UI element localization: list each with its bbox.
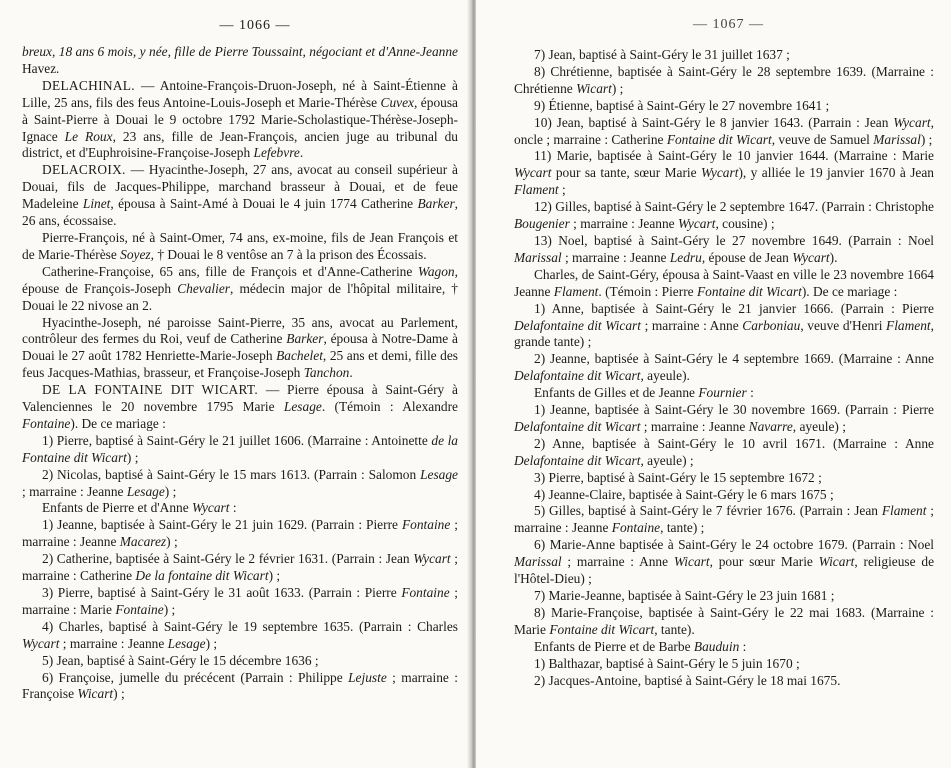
text-run: ; marraine : Anne: [561, 554, 674, 570]
italic-name: Wycart: [677, 216, 716, 232]
italic-name: Le Roux: [64, 128, 113, 144]
italic-name: Fontaine dit Wicart: [549, 621, 655, 637]
left-paragraph: [22, 382, 458, 433]
italic-name: Lejuste: [348, 669, 387, 685]
right-paragraph: [514, 199, 934, 233]
italic-name: Wycart: [792, 249, 830, 265]
left-paragraph: [22, 517, 458, 551]
left-paragraph: [22, 653, 458, 670]
text-run: 2) Anne, baptisée à Saint-Géry le 10 avril 1671. (Marraine : Anne: [534, 435, 934, 451]
text-run: 7) Marie-Jeanne, baptisée à Saint-Géry le 23 juin 1681 ;: [534, 588, 835, 603]
text-run: 1) Anne, baptisée à Saint-Géry le 21 janvier 1666. (Parrain : Pierre: [534, 300, 934, 316]
text-run: ) ;: [268, 568, 281, 584]
italic-name: Navarre: [748, 418, 793, 434]
right-paragraph: [514, 233, 934, 267]
text-run: 6) Françoise, jumelle du précécent (Parrain : Philippe: [42, 669, 349, 685]
italic-name: Fontaine dit Wicart: [666, 131, 772, 147]
text-run: Charles, de Saint-Géry, épousa à Saint-Vaast en ville le 23 novembre 1664 Jeanne: [514, 266, 934, 299]
right-paragraph: [514, 605, 934, 639]
italic-name: Lefebvre: [253, 145, 300, 161]
left-page: [0, 0, 470, 768]
text-run: 10) Jean, baptisé à Saint-Géry le 8 janvier 1643. (Parrain : Jean: [534, 114, 894, 130]
right-paragraph: [514, 115, 934, 149]
right-paragraph: [514, 148, 934, 199]
right-paragraph: [514, 588, 934, 605]
text-run: ).: [829, 249, 838, 265]
text-run: , épousa à Saint-Amé à Douai le 4 juin 1774 Catherine: [110, 196, 418, 212]
text-run: 2) Catherine, baptisée à Saint-Géry le 2 février 1631. (Parrain : Jean: [42, 551, 414, 567]
italic-name: Wicart: [77, 686, 114, 702]
text-run: ;: [558, 182, 566, 198]
text-run: ; marraine : Jeanne: [22, 517, 458, 550]
text-run: 4) Charles, baptisé à Saint-Géry le 19 septembre 1635. (Parrain : Charles: [42, 618, 458, 634]
italic-name: Flament: [553, 283, 599, 299]
text-run: ) ;: [920, 131, 933, 147]
italic-name: Bachelet: [276, 348, 323, 364]
left-paragraph: [22, 500, 458, 517]
text-run: , cousine) ;: [715, 216, 775, 232]
left-paragraph: [22, 230, 458, 264]
italic-name: Wicart: [818, 554, 855, 570]
left-paragraph: [22, 670, 458, 704]
italic-name: Linet: [82, 196, 111, 212]
text-run: , tante) ;: [660, 520, 705, 536]
text-run: , ayeule).: [640, 368, 690, 384]
right-paragraph: [514, 503, 934, 537]
text-run: 4) Jeanne-Claire, baptisée à Saint-Géry le 6 mars 1675 ;: [534, 486, 834, 502]
text-run: 1) Pierre, baptisé à Saint-Géry le 21 juillet 1606. (Marraine : Antoinette: [42, 432, 432, 448]
text-run: , religieuse de l'Hôtel-Dieu) ;: [514, 554, 935, 587]
text-run: , 23 ans, fille de Jean-François, ancien juge au tribunal du district, et d'Euphroisine-Françoise-Joseph: [22, 128, 458, 161]
italic-name: Wycart: [514, 165, 552, 181]
italic-name: Bougenier: [514, 216, 570, 232]
left-paragraph: [22, 551, 458, 585]
text-run: , † Douai le 8 ventôse an 7 à la prison des Écossais.: [150, 246, 427, 262]
italic-name: Flament: [886, 317, 931, 333]
italic-name: Wycart: [893, 114, 931, 130]
text-run: , 26 ans, écossaise.: [22, 196, 459, 229]
italic-name: .: [56, 60, 60, 76]
text-run: :: [739, 638, 747, 654]
left-paragraph: [22, 162, 458, 230]
italic-name: Macarez: [119, 534, 167, 550]
italic-name: Lesage: [420, 466, 458, 482]
text-run: 2) Jacques-Antoine, baptisé à Saint-Géry le 18 mai 1675.: [534, 672, 841, 688]
italic-name: Delafontaine dit Wicart: [514, 317, 641, 333]
italic-name: Lesage: [283, 399, 322, 415]
text-run: 2) Nicolas, baptisé à Saint-Géry le 15 mars 1613. (Parrain : Salomon: [42, 466, 421, 482]
left-paragraph: [22, 585, 458, 619]
right-paragraph: [514, 673, 934, 690]
italic-name: De la fontaine dit Wicart: [135, 568, 269, 584]
text-run: , ayeule) ;: [640, 452, 694, 468]
text-run: . (Témoin : Alexandre: [321, 399, 459, 415]
text-run: 9) Étienne, baptisé à Saint-Géry le 27 novembre 1641 ;: [534, 97, 830, 113]
italic-name: Fontaine: [401, 517, 451, 533]
text-run: 6) Marie-Anne baptisée à Saint-Géry le 24 octobre 1679. (Parrain : Noel: [534, 537, 934, 553]
right-page: [476, 0, 951, 768]
right-paragraph: [514, 98, 934, 115]
text-run: 2) Jeanne, baptisée à Saint-Géry le 4 septembre 1669. (Marraine : Anne: [534, 351, 934, 367]
text-run: . (Témoin : Pierre: [598, 283, 697, 299]
text-run: Enfants de Pierre et de Barbe: [534, 638, 694, 654]
italic-name: Barker: [286, 331, 324, 347]
left-paragraph: [22, 619, 458, 653]
right-paragraph: [514, 436, 934, 470]
italic-name: Flament: [514, 182, 559, 198]
text-run: 3) Pierre, baptisé à Saint-Géry le 31 août 1633. (Parrain : Pierre: [42, 585, 402, 600]
text-run: 8) Chrétienne, baptisée à Saint-Géry le 28 septembre 1639. (Marraine : Chrétienne: [514, 63, 934, 96]
text-run: Catherine-Françoise, 65 ans, fille de François et d'Anne-Catherine: [42, 263, 418, 279]
text-run: Pierre-François, né à Saint-Omer, 74 ans, ex-moine, fils de Jean François et de Marie-Thérèse: [22, 229, 458, 262]
surname-heading: DELACHINAL.: [42, 77, 135, 93]
text-run: :: [229, 500, 237, 516]
italic-name: Wagon: [417, 263, 455, 279]
text-run: 13) Noel, baptisé à Saint-Géry le 27 novembre 1649. (Parrain : Noel: [534, 232, 934, 248]
italic-name: Marissal: [514, 249, 562, 265]
right-paragraph: [514, 267, 934, 301]
text-run: ; marraine : Jeanne: [22, 483, 127, 499]
text-run: Enfants de Pierre et d'Anne: [42, 500, 193, 516]
right-paragraph: [514, 470, 934, 487]
text-run: , 25 ans et demi, fille des feus Jacques-Mathias, brasseur, et Françoise-Joseph: [22, 348, 459, 381]
text-run: , médecin major de l'hôpital militaire, † Douai le 22 nivose an 2.: [22, 280, 458, 313]
text-run: :: [746, 385, 754, 401]
text-run: 5) Jean, baptisé à Saint-Géry le 15 décembre 1636 ;: [42, 652, 319, 668]
italic-name: Fontaine: [115, 601, 164, 617]
left-paragraph: [22, 315, 458, 383]
text-run: ) ;: [113, 686, 125, 702]
text-run: , grande tante) ;: [514, 317, 935, 350]
text-run: ; marraine : Anne: [640, 317, 743, 333]
text-run: breux: [22, 44, 52, 59]
italic-name: Wycart: [22, 635, 60, 651]
text-run: ). De ce mariage :: [70, 415, 166, 431]
text-run: ), y alliée le 19 janvier 1670 à Jean: [738, 165, 934, 181]
left-paragraph: [22, 467, 458, 501]
italic-name: Cuvex: [380, 94, 414, 110]
text-run: , oncle ; marraine : Catherine: [514, 114, 934, 147]
text-run: , épouse de François-Joseph: [22, 263, 458, 296]
text-run: ; marraine : Jeanne: [561, 249, 670, 265]
text-run: ; marraine : Jeanne: [640, 418, 749, 434]
italic-name: Fontaine: [22, 415, 71, 431]
left-paragraph: [22, 44, 458, 78]
italic-name: Lesage: [167, 635, 206, 651]
right-paragraph: [514, 639, 934, 656]
text-run: , épousa à Notre-Dame à Douai le 27 août 1782 Henriette-Marie-Joseph: [22, 331, 458, 364]
italic-name: Wycart: [413, 551, 451, 567]
right-paragraph: [514, 301, 934, 352]
text-run: Hyacinthe-Joseph, né paroisse Saint-Pierre, 35 ans, avocat au Parlement, contrôleur des fermes du Roi, veuf de Catherine: [22, 314, 458, 347]
italic-name: Flament: [881, 503, 927, 519]
text-run: 1) Balthazar, baptisé à Saint-Géry le 5 juin 1670 ;: [534, 655, 800, 671]
left-paragraph: [22, 78, 458, 163]
italic-name: Delafontaine dit Wicart: [514, 418, 641, 434]
text-run: ). De ce mariage :: [801, 283, 898, 299]
right-paragraph: [514, 402, 934, 436]
text-run: 7) Jean, baptisé à Saint-Géry le 31 juillet 1637 ;: [534, 47, 790, 62]
text-run: Enfants de Gilles et de Jeanne: [534, 385, 699, 401]
text-run: pour sa tante, sœur Marie: [551, 165, 701, 181]
right-paragraph: [514, 656, 934, 673]
text-run: 11) Marie, baptisée à Saint-Géry le 10 janvier 1644. (Marraine : Marie: [534, 148, 934, 164]
text-run: — Pierre épousa à Saint-Géry à Valenciennes le 20 novembre 1795 Marie: [22, 382, 458, 415]
italic-name: Ledru: [669, 249, 702, 265]
left-paragraph: [22, 433, 458, 467]
text-run: , épousa à Saint-Pierre à Douai le 9 octobre 1792 Marie-Scholastique-Thérèse-Joseph-Ignace: [22, 94, 458, 144]
surname-heading: DELACROIX.: [42, 162, 126, 178]
italic-name: Chevalier: [177, 280, 230, 296]
text-run: ; marraine : Françoise: [22, 669, 458, 702]
right-paragraph: [514, 351, 934, 385]
text-run: .: [349, 365, 353, 381]
text-run: , pour sœur Marie: [709, 554, 819, 570]
text-run: 3) Pierre, baptisé à Saint-Géry le 15 septembre 1672 ;: [534, 469, 822, 485]
right-paragraph: [514, 487, 934, 504]
italic-name: , 18 ans 6 mois, y née, fille de Pierre Toussaint, négociant et d'Anne-Jeanne: [52, 44, 458, 59]
text-run: , tante).: [654, 621, 695, 637]
italic-name: Barker: [417, 196, 455, 212]
italic-name: Fontaine dit Wicart: [696, 283, 802, 299]
text-run: , épouse de Jean: [701, 249, 793, 265]
italic-name: Soyez: [120, 246, 151, 262]
italic-name: Wycart: [701, 165, 739, 181]
italic-name: Delafontaine dit Wicart: [514, 452, 641, 468]
text-run: 1) Jeanne, baptisée à Saint-Géry le 21 juin 1629. (Parrain : Pierre: [42, 517, 402, 533]
italic-name: de la Fontaine dit Wicart: [22, 432, 458, 465]
right-page-number: — 1067 —: [693, 17, 764, 32]
text-run: ) ;: [166, 534, 178, 550]
text-run: — Antoine-François-Druon-Joseph, né à Saint-Étienne à Lille, 25 ans, fils des feus Antoine-Louis-Joseph et Marie-Thérèse: [22, 77, 458, 110]
italic-name: Marissal: [514, 554, 562, 570]
text-run: ) ;: [126, 449, 139, 465]
right-paragraph: [514, 385, 934, 402]
italic-name: Carboniau: [742, 317, 801, 333]
text-run: ; marraine : Catherine: [22, 551, 458, 584]
italic-name: Delafontaine dit Wicart: [514, 368, 641, 384]
italic-name: Bauduin: [693, 638, 740, 654]
text-run: ) ;: [164, 483, 177, 499]
left-page-text: [22, 44, 458, 703]
italic-name: Fontaine: [401, 585, 450, 600]
italic-name: Wicart: [576, 80, 612, 96]
text-run: , veuve d'Henri: [800, 317, 887, 333]
text-run: ) ;: [163, 601, 176, 617]
text-run: 5) Gilles, baptisé à Saint-Géry le 7 février 1676. (Parrain : Jean: [534, 503, 882, 519]
text-run: ) ;: [205, 635, 218, 651]
italic-name: Tanchon: [303, 365, 350, 381]
text-run: — Hyacinthe-Joseph, 27 ans, avocat au conseil supérieur à Douai, fils de Jacques-Philippe, marchand brasseur à Douai, et de feue Madeleine: [22, 162, 458, 212]
left-paragraph: [22, 264, 458, 315]
right-page-text: [514, 47, 934, 689]
surname-heading: DE LA FONTAINE DIT WICART.: [42, 382, 259, 398]
italic-name: Wicart: [673, 554, 710, 570]
text-run: ) ;: [611, 80, 624, 96]
text-run: ; marraine : Jeanne: [569, 216, 678, 232]
text-run: ; marraine : Marie: [22, 585, 458, 617]
text-run: ; marraine : Jeanne: [59, 635, 168, 651]
italic-name: Fontaine: [611, 520, 661, 536]
italic-name: Wycart: [192, 500, 230, 516]
text-run: ; marraine : Jeanne: [514, 503, 934, 536]
text-run: 8) Marie-Françoise, baptisée à Saint-Géry le 22 mai 1683. (Marraine : Marie: [514, 604, 934, 637]
right-paragraph: [514, 47, 934, 64]
italic-name: Fournier: [698, 385, 747, 401]
text-run: .: [299, 145, 304, 161]
text-run: , veuve de Samuel: [771, 131, 874, 147]
left-page-number: — 1066 —: [219, 18, 291, 33]
text-run: Havez: [22, 60, 57, 76]
text-run: 12) Gilles, baptisé à Saint-Géry le 2 septembre 1647. (Parrain : Christophe: [534, 199, 934, 215]
italic-name: Lesage: [126, 483, 165, 499]
right-paragraph: [514, 64, 934, 98]
right-paragraph: [514, 537, 934, 588]
text-run: , ayeule) ;: [792, 418, 846, 434]
text-run: 1) Jeanne, baptisée à Saint-Géry le 30 novembre 1669. (Parrain : Pierre: [534, 402, 934, 418]
italic-name: Marissal: [873, 131, 921, 147]
